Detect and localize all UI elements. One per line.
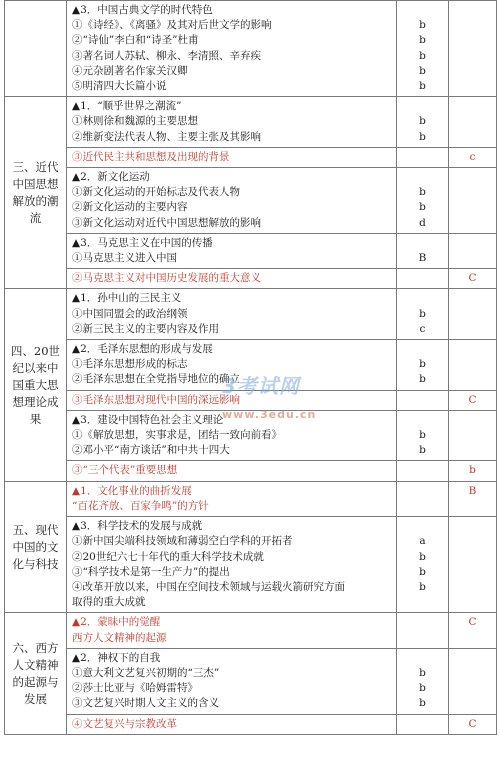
- level-mark: b: [419, 697, 426, 710]
- level-mark: [449, 322, 496, 337]
- level-mark: [449, 595, 496, 610]
- level-cell-2: [449, 461, 497, 481]
- topic-line: ⑤明清四大长篇小说: [72, 80, 167, 93]
- topic-line: ②维新变法代表人物、主要主张及其影响: [72, 130, 261, 143]
- level-cell-1: [397, 390, 449, 410]
- level-mark: d: [419, 216, 426, 229]
- topic-line: ④文艺复兴与宗教改革: [72, 717, 177, 730]
- topic-line: 西方人文精神的起源: [72, 631, 167, 644]
- level-mark: [449, 443, 496, 458]
- topic-line: ①《解放思想，实事求是，团结一致向前看》: [72, 429, 282, 442]
- topic-cell: [67, 461, 397, 481]
- topic-line: ▲3．中国古典文学的时代特色: [72, 4, 213, 16]
- content-row: [5, 168, 497, 234]
- level-mark: b: [419, 565, 426, 578]
- level-mark: B: [418, 252, 427, 265]
- content-row: [5, 289, 497, 340]
- level-cell-1: [397, 461, 449, 481]
- topic-line: ①林则徐和魏源的主要思想: [72, 115, 198, 128]
- level-mark: [397, 615, 448, 630]
- topic-line: ▲2．新文化运动: [72, 171, 150, 184]
- level-cell-1: [397, 147, 449, 167]
- level-mark: [449, 99, 496, 114]
- level-cell-1: [397, 233, 449, 268]
- level-mark: [449, 170, 496, 185]
- level-mark: [397, 150, 448, 165]
- topic-cell: [67, 1, 397, 97]
- content-row: [5, 1, 497, 97]
- topic-cell: [67, 289, 397, 340]
- level-mark: [449, 49, 496, 64]
- topic-line: ②新文化运动的主要内容: [72, 201, 188, 214]
- topic-line: ▲3．建设中国特色社会主义理论: [72, 413, 224, 426]
- level-cell-1: [397, 517, 449, 613]
- topic-line: ③新文化运动对近代中国思想解放的影响: [72, 216, 261, 229]
- level-mark: [397, 519, 448, 534]
- level-cell-1: [397, 97, 449, 148]
- watermark-logo-text: 3考试网: [222, 374, 300, 398]
- level-mark: b: [419, 666, 426, 679]
- section-title: 三、近代中国思想解放的潮流: [5, 97, 67, 289]
- level-cell-2: [449, 147, 497, 167]
- level-mark: b: [419, 201, 426, 214]
- topic-cell: [67, 481, 397, 516]
- topic-cell: [67, 269, 397, 289]
- topic-line: ②邓小平“南方谈话”和中共十四大: [72, 444, 230, 457]
- content-row: [5, 461, 497, 481]
- topic-line: ①意大利文艺复兴初期的“三杰”: [72, 666, 220, 679]
- topic-cell: [67, 168, 397, 234]
- topic-line: ▲2．神权下的自我: [72, 651, 161, 664]
- level-mark: [449, 666, 496, 681]
- topic-line: ④元杂剧著名作家关汉卿: [72, 64, 188, 77]
- level-cell-2: [449, 340, 497, 391]
- topic-line: ③近代民主共和思想及出现的背景: [72, 150, 230, 163]
- level-cell-1: [397, 269, 449, 289]
- level-mark: b: [419, 444, 426, 457]
- level-mark: b: [419, 186, 426, 199]
- level-cell-1: [397, 481, 449, 516]
- level-mark: [397, 413, 448, 428]
- level-mark: [449, 342, 496, 357]
- topic-line: ①新中国尖端科技领域和薄弱空白学科的开拓者: [72, 535, 293, 548]
- content-row: [5, 269, 497, 289]
- level-mark: [449, 428, 496, 443]
- level-mark: [449, 200, 496, 215]
- level-mark: C: [468, 272, 477, 285]
- level-cell-2: [449, 97, 497, 148]
- level-mark: b: [419, 307, 426, 320]
- level-mark: [449, 236, 496, 251]
- content-row: [5, 648, 497, 714]
- topic-line: ③著名词人苏轼、柳永、李清照、辛弃疾: [72, 49, 261, 62]
- topic-line: ▲2．蒙昧中的觉醒: [72, 616, 161, 629]
- level-mark: b: [419, 80, 426, 93]
- section-title: 六、西方人文精神的起源与发展: [5, 613, 67, 734]
- topic-line: ②马克思主义对中国历史发展的重大意义: [72, 272, 261, 285]
- level-mark: [449, 565, 496, 580]
- level-mark: b: [419, 682, 426, 695]
- level-cell-2: [449, 613, 497, 648]
- level-mark: [397, 463, 448, 478]
- level-mark: [449, 681, 496, 696]
- level-mark: C: [468, 717, 477, 730]
- topic-line: ▲1．“顺乎世界之潮流”: [72, 100, 182, 113]
- level-mark: b: [419, 64, 426, 77]
- level-mark: b: [469, 464, 476, 477]
- level-mark: [397, 271, 448, 286]
- level-mark: [449, 79, 496, 94]
- level-mark: c: [419, 322, 426, 335]
- topic-line: ④改革开放以来，中国在空间技术领域与运载火箭研究方面: [72, 580, 345, 593]
- level-mark: [449, 696, 496, 711]
- level-cell-2: [449, 410, 497, 461]
- level-cell-1: [397, 410, 449, 461]
- level-mark: [397, 393, 448, 408]
- level-cell-2: [449, 233, 497, 268]
- level-cell-1: [397, 289, 449, 340]
- syllabus-table: [4, 0, 497, 735]
- level-mark: [449, 291, 496, 306]
- level-mark: b: [419, 373, 426, 386]
- topic-line: ②20世纪六七十年代的重大科学技术成就: [72, 550, 264, 563]
- level-mark: [449, 631, 496, 646]
- level-mark: C: [468, 393, 477, 406]
- level-mark: [449, 33, 496, 48]
- level-cell-2: [449, 269, 497, 289]
- level-mark: [397, 3, 448, 18]
- topic-line: ③毛泽东思想对现代中国的深远影响: [72, 393, 240, 406]
- topic-line: ②“诗仙”李白和“诗圣”杜甫: [72, 34, 199, 47]
- level-mark: b: [419, 429, 426, 442]
- level-mark: a: [419, 535, 426, 548]
- level-mark: b: [419, 550, 426, 563]
- level-mark: [449, 499, 496, 514]
- topic-line: ①中国同盟会的政治纲领: [72, 307, 188, 320]
- level-mark: [397, 342, 448, 357]
- topic-line: ①新文化运动的开始标志及代表人物: [72, 186, 240, 199]
- level-mark: [397, 651, 448, 666]
- section-title: [5, 1, 67, 97]
- topic-line: ①毛泽东思想形成的标志: [72, 358, 188, 371]
- level-mark: [449, 18, 496, 33]
- section-title: 四、20世纪以来中国重大思想理论成果: [5, 289, 67, 481]
- level-mark: [449, 357, 496, 372]
- topic-line: ②新三民主义的主要内容及作用: [72, 322, 219, 335]
- topic-line: ▲2．毛泽东思想的形成与发展: [72, 343, 213, 356]
- topic-cell: [67, 97, 397, 148]
- topic-cell: [67, 714, 397, 734]
- topic-cell: [67, 147, 397, 167]
- topic-line: ▲3．马克思主义在中国的传播: [72, 236, 213, 249]
- topic-line: ②莎士比亚与《哈姆雷特》: [72, 682, 198, 695]
- level-mark: c: [469, 150, 476, 163]
- topic-cell: [67, 233, 397, 268]
- level-mark: b: [419, 115, 426, 128]
- level-mark: [397, 631, 448, 646]
- level-mark: b: [419, 19, 426, 32]
- level-mark: [449, 64, 496, 79]
- level-mark: b: [419, 130, 426, 143]
- level-mark: [449, 3, 496, 18]
- topic-line: “百花齐放、百家争鸣”的方针: [72, 499, 209, 512]
- level-mark: [449, 519, 496, 534]
- level-cell-1: [397, 648, 449, 714]
- level-cell-1: [397, 1, 449, 97]
- topic-line: ③“科学技术是第一生产力”的提出: [72, 565, 230, 578]
- level-mark: [449, 534, 496, 549]
- level-cell-1: [397, 714, 449, 734]
- level-cell-1: [397, 340, 449, 391]
- level-mark: [449, 580, 496, 595]
- level-cell-1: [397, 613, 449, 648]
- level-mark: B: [468, 484, 477, 497]
- level-mark: [449, 550, 496, 565]
- level-mark: [397, 484, 448, 499]
- topic-line: ▲1．文化事业的曲折发展: [72, 484, 192, 497]
- watermark-logo: [222, 370, 316, 423]
- level-mark: [397, 717, 448, 732]
- level-mark: b: [419, 34, 426, 47]
- level-cell-2: [449, 168, 497, 234]
- content-row: [5, 714, 497, 734]
- topic-line: ①马克思主义进入中国: [72, 252, 177, 265]
- level-mark: [449, 216, 496, 231]
- topic-line: ③文艺复兴时期人文主义的含义: [72, 697, 219, 710]
- topic-cell: [67, 517, 397, 613]
- level-mark: [449, 114, 496, 129]
- watermark-url: www.3edu.cn: [222, 408, 317, 421]
- level-mark: b: [419, 49, 426, 62]
- topic-line: ③“三个代表”重要思想: [72, 464, 178, 477]
- level-mark: [449, 307, 496, 322]
- level-cell-2: [449, 390, 497, 410]
- content-row: [5, 97, 497, 148]
- level-mark: [449, 130, 496, 145]
- level-cell-2: [449, 714, 497, 734]
- level-mark: [449, 651, 496, 666]
- level-cell-2: [449, 517, 497, 613]
- content-row: [5, 481, 497, 516]
- topic-line: ▲1．孙中山的三民主义: [72, 292, 182, 305]
- level-mark: [397, 170, 448, 185]
- content-row: [5, 613, 497, 648]
- level-cell-2: [449, 289, 497, 340]
- level-mark: [397, 99, 448, 114]
- level-cell-2: [449, 648, 497, 714]
- topic-cell: [67, 613, 397, 648]
- level-mark: [449, 185, 496, 200]
- level-mark: [449, 372, 496, 387]
- content-row: [5, 147, 497, 167]
- level-mark: C: [468, 616, 477, 629]
- level-mark: [397, 595, 448, 610]
- level-cell-1: [397, 168, 449, 234]
- level-mark: [397, 499, 448, 514]
- level-mark: b: [419, 358, 426, 371]
- level-mark: [397, 291, 448, 306]
- level-cell-2: [449, 481, 497, 516]
- level-cell-2: [449, 1, 497, 97]
- level-mark: [397, 236, 448, 251]
- topic-line: ▲3．科学技术的发展与成就: [72, 520, 203, 533]
- level-mark: [449, 413, 496, 428]
- topic-line: ②毛泽东思想在全党指导地位的确立: [72, 373, 240, 386]
- content-row: [5, 517, 497, 613]
- level-mark: b: [419, 580, 426, 593]
- topic-line: ①《诗经》、《离骚》及其对后世文学的影响: [72, 19, 272, 32]
- level-mark: [449, 251, 496, 266]
- section-title: 五、现代中国的文化与科技: [5, 481, 67, 613]
- content-row: [5, 233, 497, 268]
- topic-line: 取得的重大成就: [72, 596, 146, 609]
- topic-cell: [67, 648, 397, 714]
